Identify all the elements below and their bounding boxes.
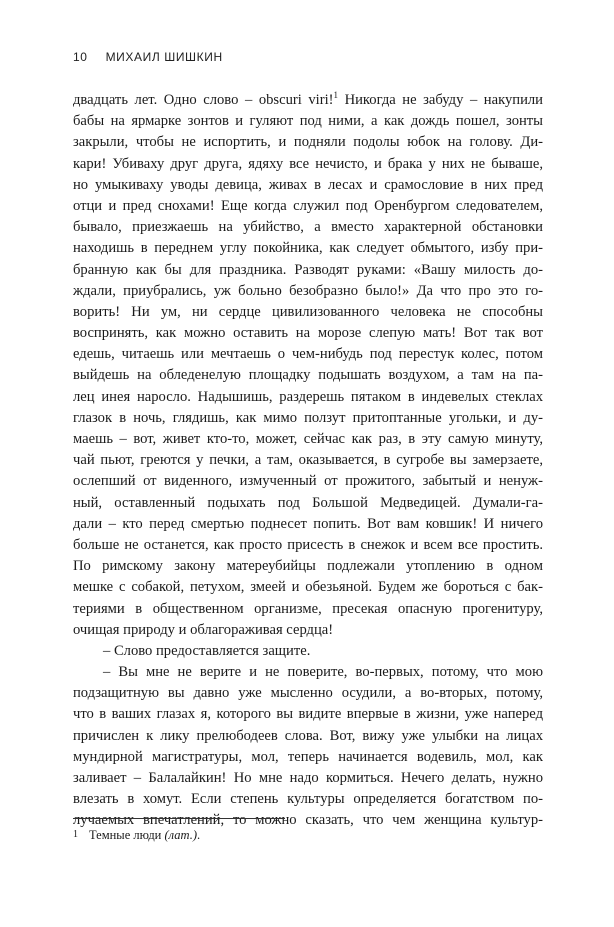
text-line-content: териями в общественном организме, пресекая опасную прогенитуру, [73,600,543,617]
footnote-reference[interactable]: 1 [333,90,338,101]
text-line [73,535,543,556]
text-line [73,747,543,768]
text-line [73,704,543,725]
text-line-content: лучаемых впечатлений, то можно сказать, что чем женщина культур- [73,812,543,829]
text-line-content: что в ваших глазах я, которого вы видите впервые в жизни, уже наперед [73,706,543,723]
text-line-content: бранную как бы для праздника. Разводят руками: «Вашу милость до- [73,261,543,278]
text-line [73,620,543,641]
text-line [73,387,543,408]
text-line-content: но умыкиваху уводы девица, живах в лесах и срамословие в них пред [73,176,543,193]
text-line-content: подзащитную вы давно уже мысленно осудили, а во-вторых, потому, [73,685,543,702]
text-line-content: бывало, приезжаешь на убийство, а вместо характерной обстановки [73,219,543,236]
text-line [73,577,543,598]
text-line [73,132,543,153]
text-line-content: лец инея наросло. Надышишь, раздерешь пятаком в индевелых стеклах [73,388,543,405]
text-line-content: влезать в хомут. Если степень культуры определяется богатством по- [73,791,543,808]
text-line [73,175,543,196]
text-line [73,154,543,175]
text-line [73,450,543,471]
text-line-content: заливает – Балалайкин! Но мне надо кормиться. Нечего делать, нужно [73,770,543,786]
text-line-continuation: Никогда не забуду – накупили [338,92,543,108]
text-line-content: – Вы мне не верите и не поверите, во-первых, потому, что мою [103,664,543,681]
footnote-number: 1 [73,829,78,840]
text-line [73,111,543,132]
text-line-content: воспринять, как можно оставить на морозе слепую мать! Вот так вот [73,325,543,342]
text-line-content: маешь – вот, живет кто-то, может, сейчас как раз, в эту самую минуту, [73,431,543,447]
text-line-content: ворить! Ни ум, ни сердце цивилизованного человека не способны [73,303,543,320]
text-line-content: дали – кто перед смертью поднесет попить. Вот вам ковшик! И ничего [73,515,543,532]
text-line-content: чай пьют, греются у печки, а там, оказывается, в сугробе вы замерзаете, [73,452,543,469]
text-line [73,493,543,514]
text-line-content: едешь, читаешь или мечтаешь о чем-нибудь под перестук колес, потом [73,346,543,363]
text-line [73,683,543,704]
text-line [73,260,543,281]
text-line [73,599,543,620]
text-line [73,789,543,810]
text-line-content: По римскому закону матереубийцы подлежали утоплению в одном [73,558,543,575]
text-line [73,768,543,789]
text-line-content: закрыли, чтобы не испортить, и подняли подолы юбок на голову. Ди- [73,134,543,151]
footnote [73,828,200,843]
text-line-content: ждали, приубрались, уж больно безобразно было!» Да что про это го- [73,282,543,299]
footnote-language: (лат.) [164,828,197,842]
footnote-text: Темные люди [89,828,165,842]
text-line [73,365,543,386]
text-line-content: глазок в ночь, глядишь, как мимо ползут притоптанные угольки, и ду- [73,409,543,426]
body-text [73,90,543,832]
text-line-content: выйдешь на обледенелую площадку подышать воздухом, а там на па- [73,367,543,384]
page-number: 10 [73,50,88,64]
text-line [73,217,543,238]
text-line [73,90,543,111]
text-line [73,238,543,259]
text-line [73,471,543,492]
text-line [73,196,543,217]
text-line-content: мундирной магистратуры, мол, теперь начинается водевиль, мол, как [73,748,543,765]
text-line [73,323,543,344]
text-line-content: больше не останется, как просто присесть в снежок и всем все простить. [73,536,543,553]
text-line [73,429,543,450]
text-line [73,344,543,365]
text-line-content: – Слово предоставляется защите. [103,642,311,659]
text-line [73,662,543,683]
text-line-content: очищая природу и облагораживая сердца! [73,621,334,638]
text-line-content: находишь в переднем углу покойника, как следует обмытого, избу при- [73,240,543,257]
footnote-end: . [196,828,201,842]
footnote-divider [73,818,285,819]
text-line-content: бабы на ярмарке зонтов и гуляют под ними, а как дождь пошел, зонты [73,113,543,130]
running-head [73,50,223,64]
text-line-content: ослепший от виденного, измученный от прожитого, забытый и ненуж- [73,473,543,490]
text-line-content: кари! Убиваху друг друга, ядяху все нечисто, и брака у них не бываше, [73,155,543,172]
text-line [73,408,543,429]
text-line-content: двадцать лет. Одно слово – obscuri viri! [73,92,334,108]
text-line [73,281,543,302]
text-line-content: ный, оставленный подыхать под Большой Медведицей. Думали-га- [73,494,543,511]
text-line [73,556,543,577]
text-line-content: мешке с собакой, петухом, змеей и обезьяной. Будем же бороться с бак- [73,579,543,596]
text-line [73,514,543,535]
text-line [73,726,543,747]
text-line [73,641,543,662]
text-line [73,302,543,323]
text-line-content: отци и пред снохами! Еще когда служил под Оренбургом следователем, [73,197,543,214]
author-name: МИХАИЛ ШИШКИН [105,50,223,64]
text-line-content: причислен к лику прелюбодеев слова. Вот, вижу уже улыбки на лицах [73,727,543,744]
